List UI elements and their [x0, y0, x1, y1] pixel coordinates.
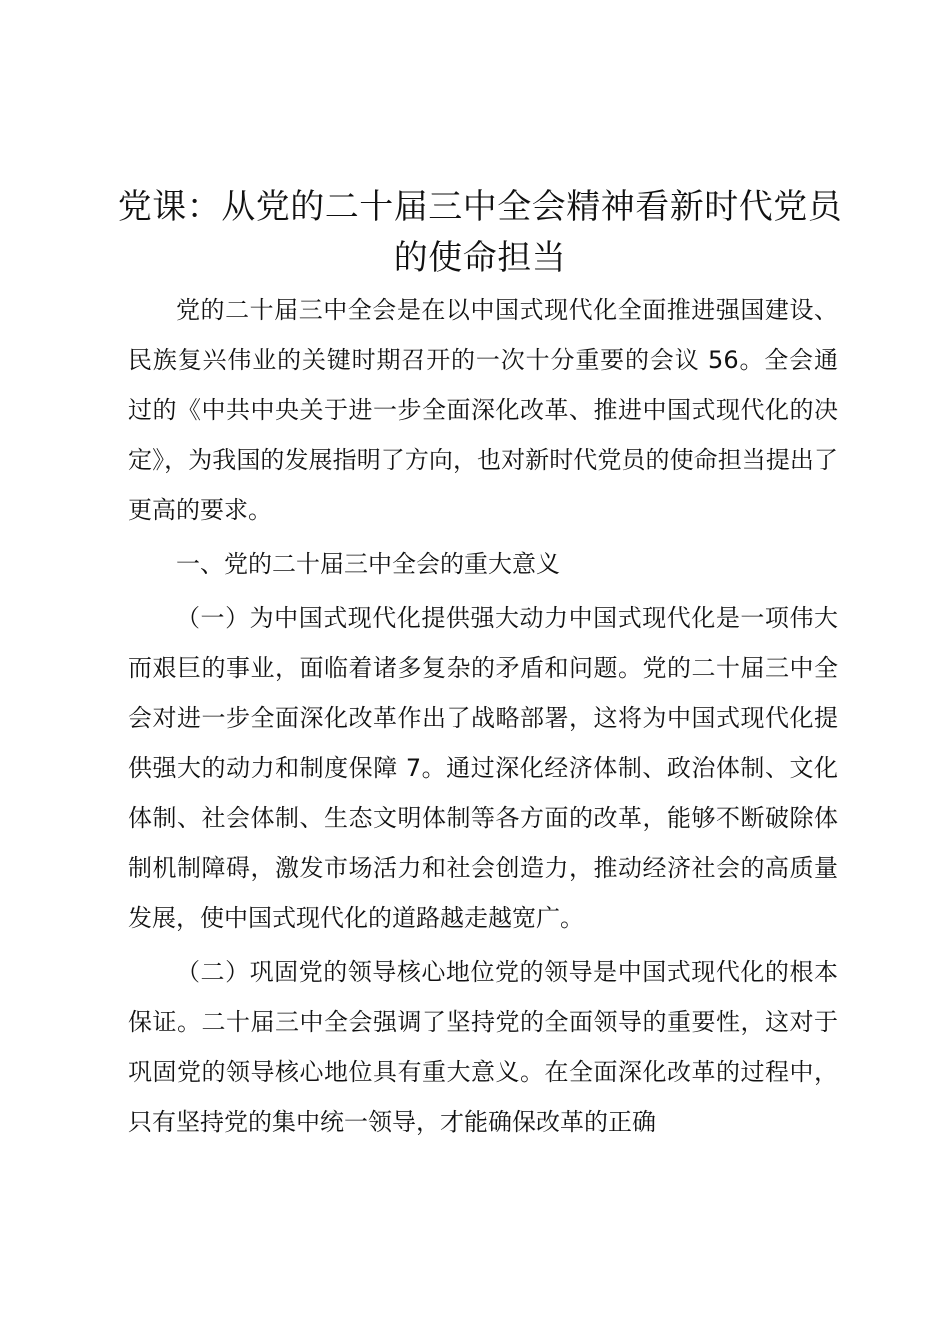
document-body: [128, 285, 838, 1147]
subsection-paragraph-1: （一）为中国式现代化提供强大动力中国式现代化是一项伟大而艰巨的事业，面临着诸多复杂的矛盾和问题。党的二十届三中全会对进一步全面深化改革作出了战略部署，这将为中国式现代化提供强大的动力和制度保障 7。通过深化经济体制、政治体制、文化体制、社会体制、生态文明体制等各方面的改革，能够不断破除体制机制障碍，激发市场活力和社会创造力，推动经济社会的高质量发展，使中国式现代化的道路越走越宽广。: [128, 604, 838, 932]
subsection-paragraph-2: （二）巩固党的领导核心地位党的领导是中国式现代化的根本保证。二十届三中全会强调了坚持党的全面领导的重要性，这对于巩固党的领导核心地位具有重大意义。在全面深化改革的过程中，只有坚持党的集中统一领导，才能确保改革的正确: [128, 958, 838, 1136]
section-heading: 一、党的二十届三中全会的重大意义: [176, 550, 560, 578]
document-title: 党课：从党的二十届三中全会精神看新时代党员的使命担当: [117, 187, 843, 278]
intro-paragraph: 党的二十届三中全会是在以中国式现代化全面推进强国建设、民族复兴伟业的关键时期召开的一次十分重要的会议 56。全会通过的《中共中央关于进一步全面深化改革、推进中国式现代化的决定》，为我国的发展指明了方向，也对新时代党员的使命担当提出了更高的要求。: [128, 296, 838, 524]
